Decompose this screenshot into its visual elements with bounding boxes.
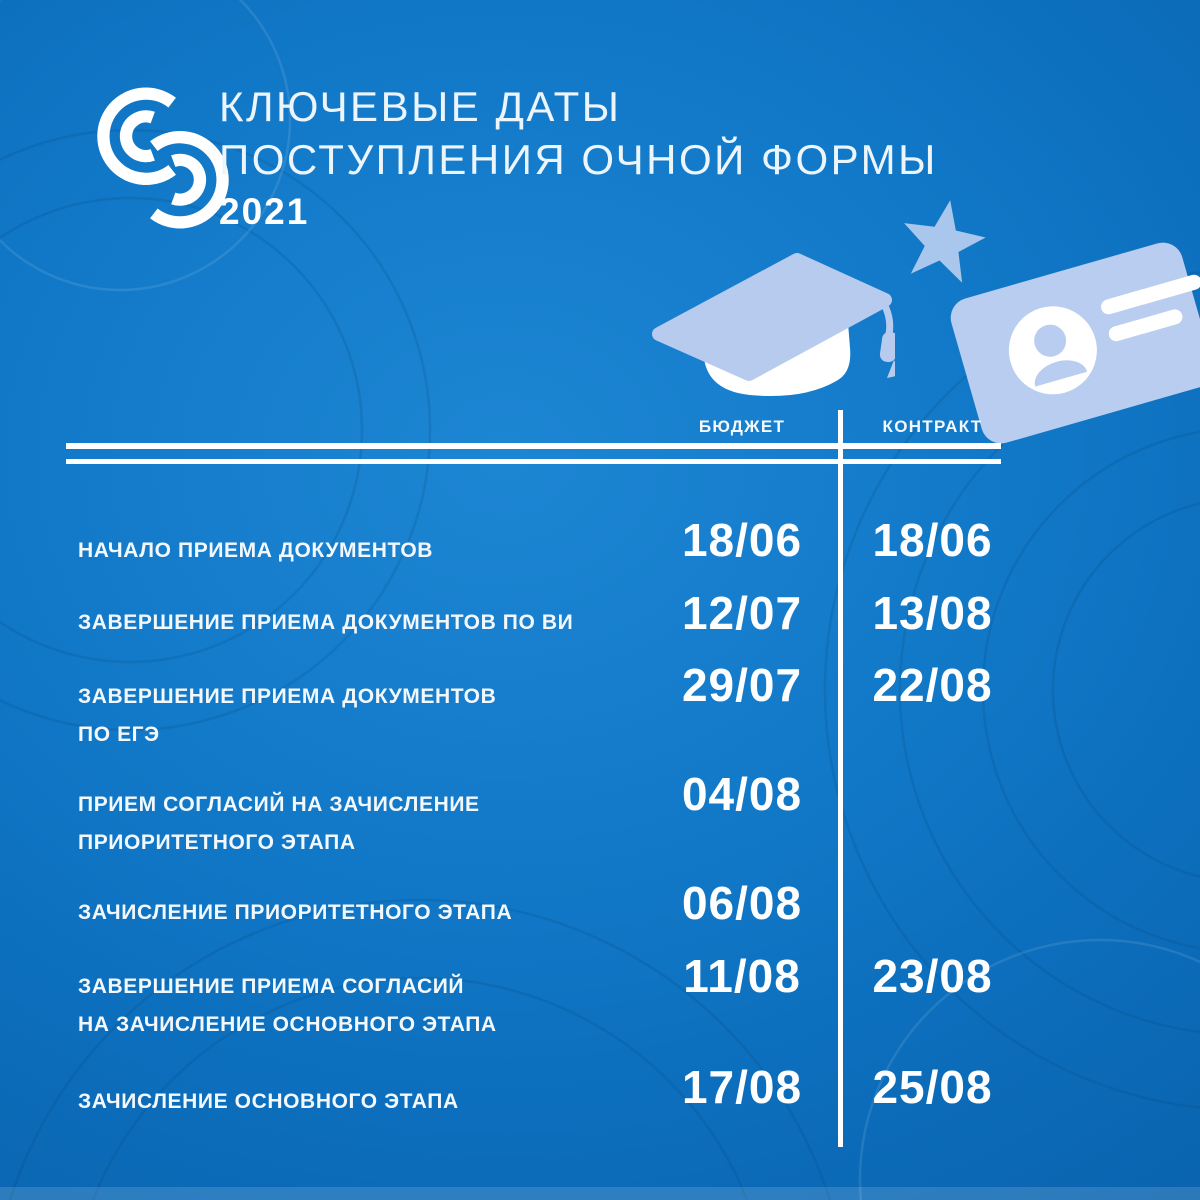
row-label xyxy=(78,894,658,932)
row-label-line: ПРИЕМ СОГЛАСИЙ НА ЗАЧИСЛЕНИЕ xyxy=(78,793,480,816)
title-line-2: ПОСТУПЛЕНИЯ ОЧНОЙ ФОРМЫ xyxy=(219,136,938,183)
row-label-line: НАЧАЛО ПРИЕМА ДОКУМЕНТОВ xyxy=(78,539,434,562)
header-divider-line-top xyxy=(66,443,1001,449)
row-label-line: ЗАЧИСЛЕНИЕ ОСНОВНОГО ЭТАПА xyxy=(78,1090,459,1113)
budget-date: 18/06 xyxy=(681,514,803,566)
row-label xyxy=(78,532,658,570)
id-card-text-line-1 xyxy=(1099,273,1200,316)
budget-date: 12/07 xyxy=(681,587,803,639)
id-card-photo-circle xyxy=(998,296,1107,405)
row-label-line: ЗАВЕРШЕНИЕ ПРИЕМА СОГЛАСИЙ xyxy=(78,975,465,998)
budget-date: 04/08 xyxy=(681,768,803,820)
poster-title xyxy=(219,80,938,186)
budget-date: 11/08 xyxy=(683,950,801,1002)
row-label-line: ЗАВЕРШЕНИЕ ПРИЕМА ДОКУМЕНТОВ xyxy=(78,685,497,708)
row-label-line: ПРИОРИТЕТНОГО ЭТАПА xyxy=(78,831,356,854)
id-card-text-line-2 xyxy=(1107,308,1184,343)
budget-date: 29/07 xyxy=(681,659,803,711)
row-label xyxy=(78,678,658,754)
star-icon xyxy=(891,189,995,293)
row-label-line: ПО ЕГЭ xyxy=(78,723,160,746)
row-label xyxy=(78,1083,658,1121)
row-label xyxy=(78,786,658,862)
year-label: 2021 xyxy=(219,191,310,232)
row-label xyxy=(78,968,658,1044)
row-label xyxy=(78,604,658,642)
person-icon xyxy=(998,296,1107,405)
row-label-line: НА ЗАЧИСЛЕНИЕ ОСНОВНОГО ЭТАПА xyxy=(78,1013,497,1036)
header-divider-line-bottom xyxy=(66,459,1001,464)
bottom-accent-band xyxy=(0,1187,1200,1200)
contract-date: 13/08 xyxy=(872,587,993,639)
row-label-line: ЗАЧИСЛЕНИЕ ПРИОРИТЕТНОГО ЭТАПА xyxy=(78,901,513,924)
contract-date: 23/08 xyxy=(872,950,993,1002)
university-logo-icon xyxy=(92,74,234,242)
graduation-cap-icon xyxy=(645,238,895,408)
contract-date: 22/08 xyxy=(872,659,993,711)
contract-date: 25/08 xyxy=(872,1061,993,1113)
title-line-1: КЛЮЧЕВЫЕ ДАТЫ xyxy=(219,83,622,130)
column-header-budget: БЮДЖЕТ xyxy=(698,417,786,436)
row-label-line: ЗАВЕРШЕНИЕ ПРИЕМА ДОКУМЕНТОВ ПО ВИ xyxy=(78,611,574,634)
budget-date: 17/08 xyxy=(681,1061,803,1113)
column-header-contract: КОНТРАКТ xyxy=(882,417,983,436)
budget-date: 06/08 xyxy=(681,877,803,929)
contract-date: 18/06 xyxy=(872,514,993,566)
